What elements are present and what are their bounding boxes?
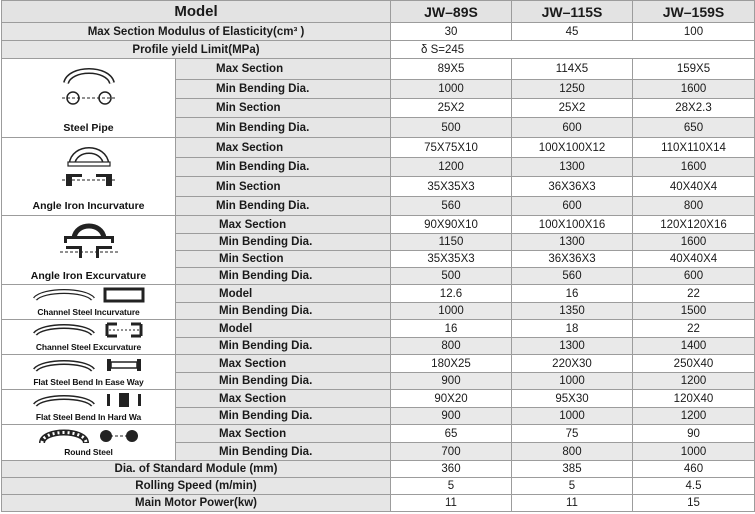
cell: 1000 — [391, 303, 512, 320]
table-row — [2, 390, 755, 408]
row-label: Max Section — [176, 425, 391, 443]
header-row — [2, 1, 755, 23]
angle-iron-incurvature-caption: Angle Iron Incurvature — [32, 200, 145, 212]
cell: 385 — [512, 461, 633, 478]
table-row — [2, 138, 755, 158]
cell: 95X30 — [512, 390, 633, 408]
cell: 600 — [512, 118, 633, 138]
cell: 600 — [633, 268, 755, 285]
yield-limit-row — [2, 41, 755, 59]
channel-steel-incurvature-icon — [33, 287, 95, 303]
cell: 5 — [512, 478, 633, 495]
cell: 1600 — [633, 79, 755, 98]
cell: 100X100X16 — [512, 216, 633, 234]
cell: 1000 — [633, 443, 755, 461]
cell: 11 — [512, 495, 633, 512]
cell: 18 — [512, 320, 633, 338]
cell: 1500 — [633, 303, 755, 320]
cell: 1300 — [512, 234, 633, 251]
row-label: Rolling Speed (m/min) — [2, 478, 391, 495]
cell: 90 — [633, 425, 755, 443]
section-modulus-row — [2, 23, 755, 41]
flat-steel-hard-way-cell — [2, 390, 176, 425]
cell: 75X75X10 — [391, 138, 512, 158]
angle-iron-incurvature-icon — [44, 140, 134, 188]
cell: 90X90X10 — [391, 216, 512, 234]
cell: 800 — [633, 196, 755, 215]
cell: 100 — [633, 23, 755, 41]
flat-steel-hard-way-caption: Flat Steel Bend In Hard Wa — [35, 412, 142, 422]
cell: 600 — [512, 196, 633, 215]
table-row — [2, 285, 755, 303]
cell: 120X120X16 — [633, 216, 755, 234]
cell: 110X110X14 — [633, 138, 755, 158]
channel-section-pair-icon — [103, 322, 145, 338]
cell: 1000 — [391, 79, 512, 98]
row-label: Min Section — [176, 177, 391, 196]
cell: 560 — [512, 268, 633, 285]
flat-steel-ease-way-caption: Flat Steel Bend In Ease Way — [33, 377, 144, 387]
row-label: Dia. of Standard Module (mm) — [2, 461, 391, 478]
cell: 1250 — [512, 79, 633, 98]
row-label: Max Section — [176, 59, 391, 80]
row-label: Min Bending Dia. — [176, 268, 391, 285]
cell: 5 — [391, 478, 512, 495]
cell: 180X25 — [391, 355, 512, 373]
cell: 120X40 — [633, 390, 755, 408]
row-label: Max Section — [176, 390, 391, 408]
cell: 1000 — [512, 373, 633, 390]
cell: 40X40X4 — [633, 251, 755, 268]
cell: 1400 — [633, 338, 755, 355]
row-label: Min Section — [176, 99, 391, 118]
cell: 800 — [391, 338, 512, 355]
row-label: Model — [176, 285, 391, 303]
round-bar-section-icon — [98, 428, 140, 444]
cell: 1300 — [512, 338, 633, 355]
cell: 1300 — [512, 158, 633, 177]
row-label: Min Bending Dia. — [176, 196, 391, 215]
cell: 11 — [391, 495, 512, 512]
table-row — [2, 59, 755, 80]
round-steel-cell — [2, 425, 176, 461]
row-label: Max Section — [176, 355, 391, 373]
channel-section-icon — [103, 287, 145, 303]
cell: 65 — [391, 425, 512, 443]
model-jw89s-header: JW–89S — [391, 1, 512, 23]
cell: 220X30 — [512, 355, 633, 373]
row-label: Min Bending Dia. — [176, 79, 391, 98]
table-row — [2, 320, 755, 338]
table-row — [2, 216, 755, 234]
cell: 35X35X3 — [391, 251, 512, 268]
cell: 1000 — [512, 408, 633, 425]
model-header: Model — [2, 1, 391, 23]
steel-pipe-caption: Steel Pipe — [63, 122, 114, 134]
cell: 45 — [512, 23, 633, 41]
cell: 1200 — [633, 373, 755, 390]
cell: 460 — [633, 461, 755, 478]
cell: 114X5 — [512, 59, 633, 80]
cell: 700 — [391, 443, 512, 461]
cell: 30 — [391, 23, 512, 41]
steel-pipe-icon — [54, 61, 124, 107]
model-jw115s-header: JW–115S — [512, 1, 633, 23]
cell: 1600 — [633, 158, 755, 177]
flat-steel-ease-way-cell — [2, 355, 176, 390]
channel-steel-excurvature-icon — [33, 322, 95, 338]
cell: 360 — [391, 461, 512, 478]
channel-steel-excurvature-caption: Channel Steel Excurvature — [35, 342, 142, 352]
row-label: Min Bending Dia. — [176, 373, 391, 390]
cell: 90X20 — [391, 390, 512, 408]
motor-power-row — [2, 495, 755, 512]
cell: δ S=245 — [391, 41, 755, 59]
rolling-speed-row — [2, 478, 755, 495]
flat-steel-ease-way-icon — [33, 357, 95, 373]
cell: 1600 — [633, 234, 755, 251]
cell: 4.5 — [633, 478, 755, 495]
cell: 1200 — [391, 158, 512, 177]
cell: 12.6 — [391, 285, 512, 303]
cell: 25X2 — [512, 99, 633, 118]
cell: 100X100X12 — [512, 138, 633, 158]
row-label: Min Bending Dia. — [176, 408, 391, 425]
cell: 500 — [391, 268, 512, 285]
cell: 15 — [633, 495, 755, 512]
cell: 75 — [512, 425, 633, 443]
steel-pipe-cell — [2, 59, 176, 138]
channel-steel-excurvature-cell — [2, 320, 176, 355]
row-label: Profile yield Limit(MPa) — [2, 41, 391, 59]
cell: 250X40 — [633, 355, 755, 373]
round-steel-caption: Round Steel — [64, 447, 113, 457]
cell: 560 — [391, 196, 512, 215]
cell: 25X2 — [391, 99, 512, 118]
cell: 28X2.3 — [633, 99, 755, 118]
cell: 22 — [633, 320, 755, 338]
cell: 36X36X3 — [512, 177, 633, 196]
specification-table — [1, 0, 755, 512]
cell: 1350 — [512, 303, 633, 320]
row-label: Min Bending Dia. — [176, 303, 391, 320]
cell: 1200 — [633, 408, 755, 425]
cell: 35X35X3 — [391, 177, 512, 196]
cell: 650 — [633, 118, 755, 138]
cell: 22 — [633, 285, 755, 303]
model-jw159s-header: JW–159S — [633, 1, 755, 23]
row-label: Max Section — [176, 138, 391, 158]
flat-steel-hard-way-icon — [33, 392, 95, 408]
angle-iron-incurvature-cell — [2, 138, 176, 216]
row-label: Max Section — [176, 216, 391, 234]
channel-steel-incurvature-caption: Channel Steel Incurvature — [37, 307, 140, 317]
table-row — [2, 355, 755, 373]
angle-iron-excurvature-cell — [2, 216, 176, 285]
cell: 900 — [391, 373, 512, 390]
row-label: Min Bending Dia. — [176, 443, 391, 461]
cell: 800 — [512, 443, 633, 461]
cell: 500 — [391, 118, 512, 138]
angle-iron-excurvature-caption: Angle Iron Excurvature — [30, 270, 147, 282]
flat-bar-upright-section-icon — [103, 392, 145, 408]
cell: 16 — [512, 285, 633, 303]
standard-module-row — [2, 461, 755, 478]
channel-steel-incurvature-cell — [2, 285, 176, 320]
cell: 89X5 — [391, 59, 512, 80]
table-row — [2, 425, 755, 443]
row-label: Model — [176, 320, 391, 338]
cell: 900 — [391, 408, 512, 425]
row-label: Main Motor Power(kw) — [2, 495, 391, 512]
row-label: Min Bending Dia. — [176, 158, 391, 177]
cell: 159X5 — [633, 59, 755, 80]
row-label: Min Bending Dia. — [176, 118, 391, 138]
cell: 1150 — [391, 234, 512, 251]
cell: 40X40X4 — [633, 177, 755, 196]
round-steel-icon — [38, 427, 90, 445]
row-label: Min Bending Dia. — [176, 234, 391, 251]
row-label: Max Section Modulus of Elasticity(cm³ ) — [2, 23, 391, 41]
angle-iron-excurvature-icon — [44, 218, 134, 260]
cell: 36X36X3 — [512, 251, 633, 268]
flat-bar-section-icon — [103, 357, 145, 373]
row-label: Min Bending Dia. — [176, 338, 391, 355]
row-label: Min Section — [176, 251, 391, 268]
cell: 16 — [391, 320, 512, 338]
